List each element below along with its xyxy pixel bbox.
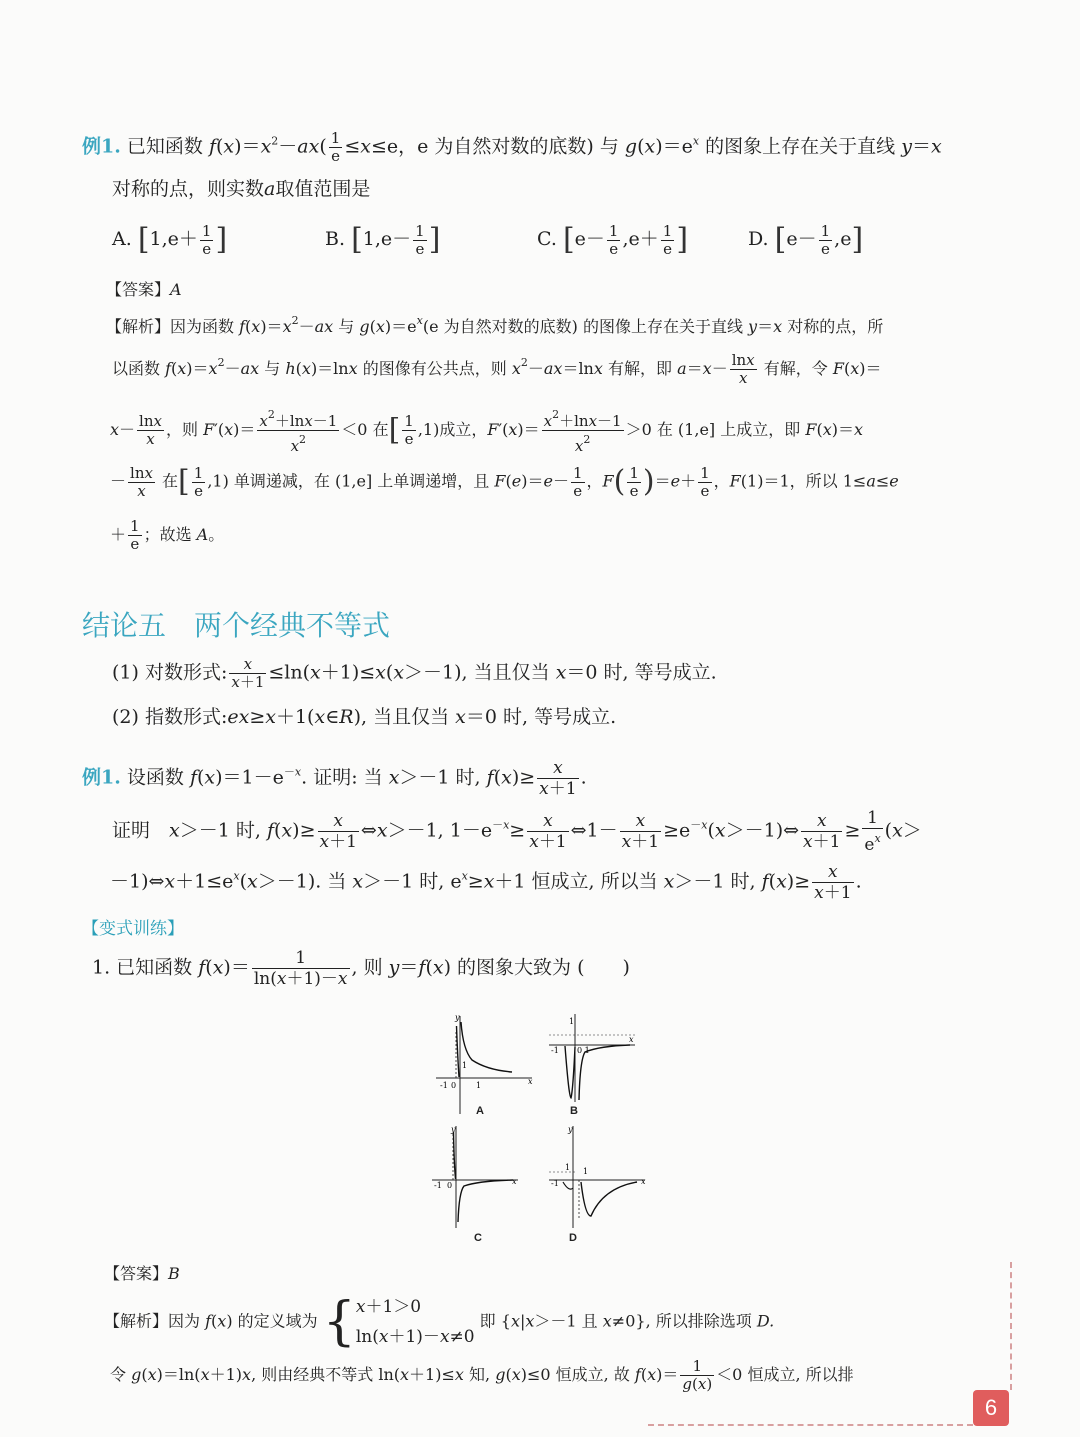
option-c: C. [e－ $\frac{1}{e}$ ,e＋ $\frac{1}{e}$ ] (537, 221, 689, 258)
example1-analysis-line4: － $\frac{\ln x}{x}$ 在[ $\frac{1}{e}$ ,1) 单调递减，在 (1,e] 上单调递增，且 F(e)＝e－ $\frac{1}{e}$ ，F( $\frac{1}{e}$ )＝e＋ $\frac{1}{e}$ ，F(1)＝1，所以 1≤a≤e (110, 463, 899, 500)
option-label: B. (325, 228, 346, 250)
graph-label-a: A (476, 1105, 484, 1117)
analysis-text-6: 知, (469, 1365, 491, 1384)
section-title: 结论五 两个经典不等式 (82, 609, 391, 642)
svg-text:x: x (512, 1177, 517, 1186)
analysis-label: 【解析】 (106, 317, 171, 336)
analysis-text-2: 的定义域为 (237, 1311, 318, 1331)
analysis-text-5: 则由经典不等式 (261, 1365, 374, 1384)
svg-text:-1: -1 (551, 1046, 559, 1055)
svg-text:1: 1 (462, 1061, 468, 1070)
answer-label: 【答案】 (104, 1264, 169, 1283)
example2-proof-line2: $-1)\Leftrightarrow x+1\le e^x(x>-1)$. 当 x＞－1 时, $e^x\ge x+1$ 恒成立, 所以当 x＞－1 时, f(x)≥ $\frac{x}{x+1}$ . (110, 862, 862, 903)
analysis-text: 因为 (168, 1311, 201, 1331)
option-a: A. [1,e＋ $\frac{1}{e}$ ] (112, 221, 228, 258)
question-text-2: 的图象上存在关于直线 (705, 135, 896, 158)
question-suffix: , 则 (351, 956, 383, 979)
item-prefix: (2) 指数形式: (112, 706, 228, 728)
variant-analysis-line1: 【解析】因为 f(x) 的定义域为 { x＋1＞0 ln(x＋1)－x≠0 即 {x|x＞－1 且 x≠0}, 所以排除选项 D. (104, 1292, 775, 1352)
svg-text:x: x (528, 1077, 533, 1086)
svg-text:0: 0 (447, 1181, 453, 1190)
option-label: C. (537, 228, 557, 250)
svg-text:y: y (455, 1013, 460, 1022)
graph-c (428, 1122, 528, 1232)
svg-text:1: 1 (569, 1017, 575, 1026)
example1-question-line2: 对称的点，则实数a取值范围是 (112, 178, 371, 200)
example1-analysis-line3: x－ $\frac{\ln x}{x}$ ，则 F′(x)＝ $\frac{x^2+\ln x-1}{x^2}$ ＜0 在[ $\frac{1}{e}$ ,1)成立，F′(x)＝ $\frac{x^2+\ln x-1}{x^2}$ ＞0 在 (1,e] 上成立，即 F(x)＝x (110, 408, 863, 455)
page-number: 6 (973, 1390, 1009, 1426)
svg-text:1: 1 (565, 1163, 571, 1172)
page-border-dashed-vertical (1010, 1262, 1012, 1390)
example-label: 例1. (82, 766, 121, 789)
question-text-4: 取值范围是 (275, 178, 371, 200)
graph-d (545, 1122, 655, 1232)
analysis-text-8: 恒成立, 所以排 (747, 1365, 854, 1384)
question-prefix: 1. 已知函数 (92, 956, 193, 979)
option-b: B. [1,e－ $\frac{1}{e}$ ] (325, 221, 441, 258)
graph-label-d: D (569, 1232, 577, 1244)
graph-a (432, 1010, 542, 1120)
answer-value: A (170, 280, 182, 299)
example2-question: 例1. 设函数 $f(x)=1-e^{-x}$. 证明: 当 x＞－1 时, f(x)≥ $\frac{x}{x+1}$ . (82, 758, 587, 799)
graph-label-c: C (474, 1232, 482, 1244)
item-prefix: (1) 对数形式: (112, 661, 228, 684)
page-border-dashed-horizontal (648, 1424, 973, 1426)
variant-question: 1. 已知函数 f(x)＝ $\frac{1}{\ln(x+1)-x}$ , 则 y＝f(x) 的图象大致为 ( ) (92, 948, 630, 989)
svg-text:1: 1 (583, 1167, 589, 1176)
svg-text:y: y (568, 1125, 573, 1134)
inequality-exp-form: (2) 指数形式:ex≥x＋1(x∈R), 当且仅当 x＝0 时, 等号成立. (112, 706, 617, 728)
analysis-text-4: 令 (110, 1365, 127, 1384)
option-label: D. (748, 228, 769, 250)
svg-text:1: 1 (476, 1081, 482, 1090)
example1-analysis-line1: 【解析】因为函数 $f(x)=x^2-ax$ 与 $g(x)=e^x(e$ 为自然对数的底数) 的图像上存在关于直线 y＝x 对称的点，所 (106, 314, 884, 336)
question-text-3: 对称的点，则实数 (112, 178, 265, 200)
example2-proof-line1: 证明 x＞－1 时, f(x)≥ $\frac{x}{x+1}$ ⇔x＞－1, $1-e^{-x}\ge$ $\frac{x}{x+1}$ ⇔1－ $\frac{x}{x+1}$ $\ge e^{-x}(x>-1)\Leftrightarrow$ $\frac{x}{x+1}$ ≥ $\frac{1}{e^x}$ (x＞ (112, 808, 922, 855)
svg-text:x: x (641, 1177, 646, 1186)
inequality-log-form: (1) 对数形式: $\frac{x}{x+1}$ ≤ln(x＋1)≤x(x＞－1), 当且仅当 x＝0 时, 等号成立. (112, 655, 717, 691)
item-end: 时, 等号成立. (603, 661, 717, 684)
svg-text:0 1: 0 1 (577, 1046, 590, 1055)
answer-value: B (168, 1264, 180, 1283)
example1-answer (106, 280, 182, 299)
item-suffix: , 当且仅当 (361, 706, 450, 728)
question-text-2: . 证明: 当 (301, 766, 383, 789)
variant-answer (104, 1264, 180, 1283)
option-d: D. [e－ $\frac{1}{e}$ ,e] (748, 221, 864, 258)
analysis-text-3: 所以排除选项 (655, 1311, 752, 1331)
question-text-3: 时, (455, 766, 481, 789)
example1-analysis-line5: ＋ $\frac{1}{e}$ ；故选 A。 (110, 517, 225, 553)
example-label: 例1. (82, 135, 121, 158)
question-end: 的图象大致为 ( ) (457, 956, 630, 979)
graph-label-b: B (570, 1105, 578, 1117)
svg-text:y: y (451, 1125, 456, 1134)
example1-question-line1: 例1. 已知函数 $f(x)=x^2-ax$( $\frac{1}{e}$ ≤x≤e，e 为自然对数的底数) 与 $g(x)=e^x$ 的图象上存在关于直线 y＝x (82, 129, 942, 165)
option-label: A. (112, 228, 132, 250)
graph-b (545, 1010, 655, 1105)
svg-text:-1: -1 (434, 1181, 442, 1190)
svg-text:x: x (629, 1035, 634, 1044)
item-end: 时, 等号成立. (503, 706, 617, 728)
answer-label: 【答案】 (106, 280, 171, 299)
example1-analysis-line2: 以函数 $f(x)=x^2-ax$ 与 h(x)＝lnx 的图像有公共点，则 $x^2-ax=\ln x$ 有解，即 a＝x－ $\frac{\ln x}{x}$ 有解，令 F(x)＝ (112, 351, 882, 387)
question-text: 设函数 (126, 766, 184, 789)
analysis-label: 【解析】 (104, 1311, 169, 1331)
variant-tag: 【变式训练】 (82, 919, 184, 939)
item-suffix: , 当且仅当 (461, 661, 550, 684)
svg-text:0: 0 (451, 1081, 457, 1090)
svg-text:-1: -1 (551, 1179, 559, 1188)
variant-analysis-line2: 令 g(x)＝ln(x＋1)x, 则由经典不等式 ln(x＋1)≤x 知, g(x)≤0 恒成立, 故 f(x)＝ $\frac{1}{g(x)}$ ＜0 恒成立, 所以排 (110, 1357, 854, 1393)
analysis-option: D. (756, 1311, 775, 1331)
question-text: 已知函数 (126, 135, 203, 158)
svg-text:-1: -1 (440, 1081, 448, 1090)
analysis-text-7: 恒成立, 故 (555, 1365, 630, 1384)
proof-label: 证明 (112, 819, 151, 842)
